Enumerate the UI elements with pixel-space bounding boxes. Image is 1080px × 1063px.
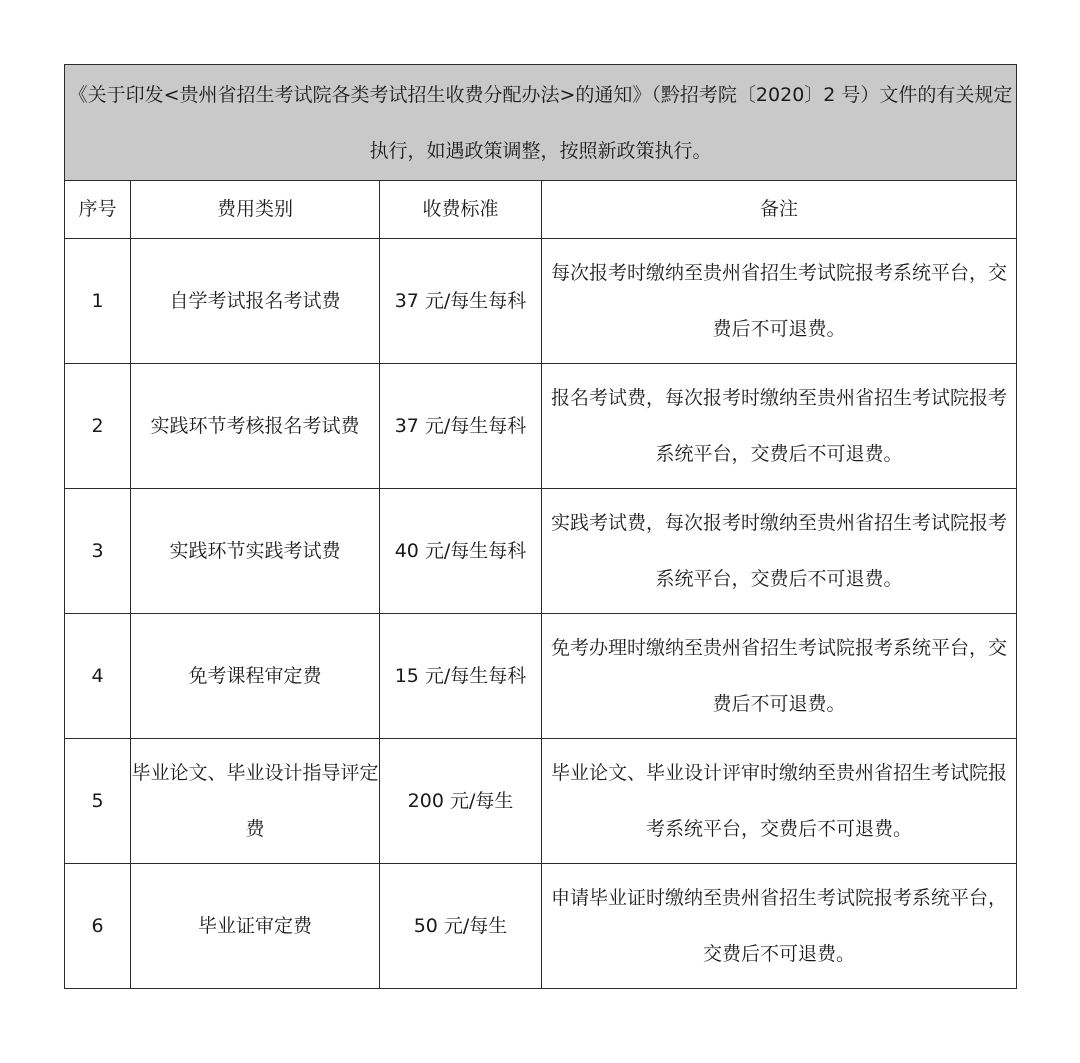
fee-note-text: 申请毕业证时缴纳至贵州省招生考试院报考系统平台，交费后不可退费。 [551, 887, 1008, 965]
policy-notice-text: 《关于印发<贵州省招生考试院各类考试招生收费分配办法>的通知》（黔招考院〔2020〕2 号）文件的有关规定执行，如遇政策调整，按照新政策执行。 [65, 65, 1017, 181]
column-header-category: 费用类别 [131, 181, 380, 239]
column-header-standard: 收费标准 [380, 181, 542, 239]
fee-category: 免考课程审定费 [131, 614, 380, 739]
row-number: 4 [65, 614, 131, 739]
table-row [65, 364, 1017, 489]
fee-category: 实践环节实践考试费 [131, 489, 380, 614]
column-header-row [65, 181, 1017, 239]
row-number: 3 [65, 489, 131, 614]
fee-note-text: 毕业论文、毕业设计评审时缴纳至贵州省招生考试院报考系统平台，交费后不可退费。 [551, 762, 1008, 840]
fee-standard: 200 元/每生 [380, 739, 542, 864]
table-row [65, 239, 1017, 364]
fee-table [64, 64, 1017, 989]
table-row [65, 489, 1017, 614]
fee-standard: 50 元/每生 [380, 864, 542, 989]
fee-category: 实践环节考核报名考试费 [131, 364, 380, 489]
fee-note [542, 614, 1017, 739]
fee-note-text: 免考办理时缴纳至贵州省招生考试院报考系统平台，交费后不可退费。 [551, 637, 1008, 715]
fee-note-text: 每次报考时缴纳至贵州省招生考试院报考系统平台，交费后不可退费。 [551, 262, 1008, 340]
table-row [65, 614, 1017, 739]
fee-standard: 40 元/每生每科 [380, 489, 542, 614]
fee-category [131, 739, 380, 864]
fee-note [542, 739, 1017, 864]
fee-note [542, 489, 1017, 614]
fee-note-text: 实践考试费，每次报考时缴纳至贵州省招生考试院报考系统平台，交费后不可退费。 [551, 512, 1008, 590]
column-header-note: 备注 [542, 181, 1017, 239]
column-header-no: 序号 [65, 181, 131, 239]
row-number: 5 [65, 739, 131, 864]
table-row [65, 739, 1017, 864]
fee-category: 自学考试报名考试费 [131, 239, 380, 364]
fee-standard: 37 元/每生每科 [380, 239, 542, 364]
fee-standard: 15 元/每生每科 [380, 614, 542, 739]
fee-category-text: 毕业论文、毕业设计指导评定费 [131, 762, 379, 840]
table-row [65, 864, 1017, 989]
fee-note [542, 864, 1017, 989]
table-header-note-row [65, 65, 1017, 181]
fee-category: 毕业证审定费 [131, 864, 380, 989]
fee-standard: 37 元/每生每科 [380, 364, 542, 489]
fee-note-text: 报名考试费，每次报考时缴纳至贵州省招生考试院报考系统平台，交费后不可退费。 [551, 387, 1008, 465]
row-number: 2 [65, 364, 131, 489]
row-number: 6 [65, 864, 131, 989]
fee-note [542, 239, 1017, 364]
row-number: 1 [65, 239, 131, 364]
fee-note [542, 364, 1017, 489]
